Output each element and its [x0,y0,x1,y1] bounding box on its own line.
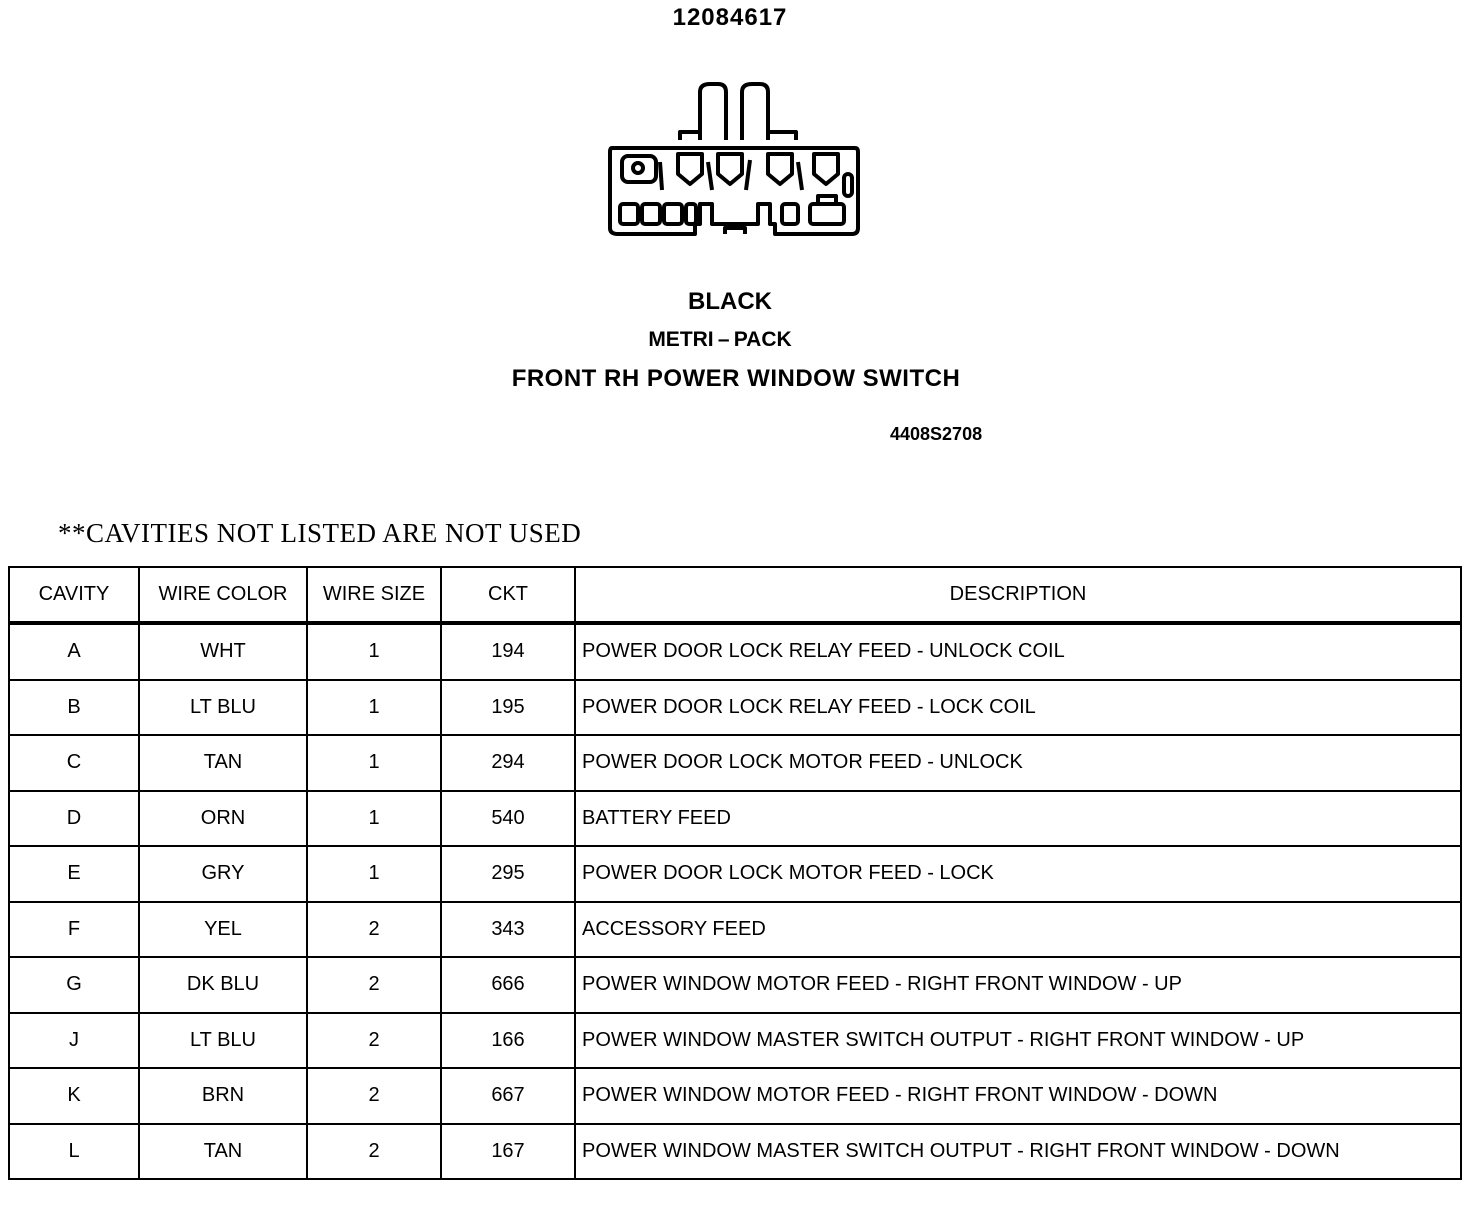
cell-wire-color: TAN [139,1124,307,1180]
connector-face-drawing [600,78,870,258]
cell-description: POWER DOOR LOCK RELAY FEED - LOCK COIL [575,680,1461,736]
table-header-row [9,567,1461,623]
part-number: 12084617 [672,4,788,31]
cavity-table [8,566,1462,1180]
table-row [9,1068,1461,1124]
cell-cavity: A [9,623,139,680]
cell-ckt: 343 [441,902,575,958]
table-row [9,846,1461,902]
cell-wire-size: 2 [307,1068,441,1124]
cell-cavity: E [9,846,139,902]
cell-description: POWER WINDOW MOTOR FEED - RIGHT FRONT WINDOW - DOWN [575,1068,1461,1124]
header-description: DESCRIPTION [575,567,1461,623]
cell-wire-size: 2 [307,902,441,958]
header-ckt: CKT [441,567,575,623]
cell-description: POWER WINDOW MASTER SWITCH OUTPUT - RIGHT FRONT WINDOW - DOWN [575,1124,1461,1180]
reference-code: 4408S2708 [890,424,983,444]
cell-wire-color: DK BLU [139,957,307,1013]
cell-wire-size: 1 [307,680,441,736]
cell-description: POWER WINDOW MOTOR FEED - RIGHT FRONT WINDOW - UP [575,957,1461,1013]
cell-wire-color: WHT [139,623,307,680]
cell-cavity: J [9,1013,139,1069]
cell-wire-color: LT BLU [139,1013,307,1069]
cell-description: POWER DOOR LOCK RELAY FEED - UNLOCK COIL [575,623,1461,680]
connector-color: BLACK [688,288,772,315]
table-row [9,680,1461,736]
cell-wire-size: 2 [307,1124,441,1180]
cell-wire-size: 1 [307,791,441,847]
cell-wire-color: GRY [139,846,307,902]
cell-description: POWER WINDOW MASTER SWITCH OUTPUT - RIGHT FRONT WINDOW - UP [575,1013,1461,1069]
header-cavity: CAVITY [9,567,139,623]
cell-ckt: 166 [441,1013,575,1069]
cell-ckt: 194 [441,623,575,680]
cell-wire-size: 2 [307,957,441,1013]
cell-cavity: G [9,957,139,1013]
table-row [9,1013,1461,1069]
cell-wire-color: ORN [139,791,307,847]
cell-wire-size: 1 [307,735,441,791]
cell-cavity: D [9,791,139,847]
table-row [9,791,1461,847]
cell-cavity: L [9,1124,139,1180]
table-row [9,735,1461,791]
cell-wire-color: BRN [139,1068,307,1124]
connector-title: FRONT RH POWER WINDOW SWITCH [511,365,961,392]
cell-cavity: F [9,902,139,958]
cell-description: POWER DOOR LOCK MOTOR FEED - LOCK [575,846,1461,902]
cell-ckt: 294 [441,735,575,791]
cell-wire-color: LT BLU [139,680,307,736]
cell-ckt: 167 [441,1124,575,1180]
table-row [9,1124,1461,1180]
cell-wire-size: 1 [307,623,441,680]
header-wire-size: WIRE SIZE [307,567,441,623]
cell-cavity: B [9,680,139,736]
cell-description: ACCESSORY FEED [575,902,1461,958]
cell-ckt: 295 [441,846,575,902]
cell-description: POWER DOOR LOCK MOTOR FEED - UNLOCK [575,735,1461,791]
cell-ckt: 667 [441,1068,575,1124]
table-row [9,957,1461,1013]
cell-ckt: 540 [441,791,575,847]
cell-ckt: 195 [441,680,575,736]
cell-wire-size: 1 [307,846,441,902]
cell-wire-color: TAN [139,735,307,791]
cell-ckt: 666 [441,957,575,1013]
cell-cavity: K [9,1068,139,1124]
table-row [9,623,1461,680]
table-row [9,902,1461,958]
cell-wire-size: 2 [307,1013,441,1069]
cell-description: BATTERY FEED [575,791,1461,847]
unused-cavities-note: **CAVITIES NOT LISTED ARE NOT USED [58,518,582,548]
cell-wire-color: YEL [139,902,307,958]
cell-cavity: C [9,735,139,791]
connector-family: METRI – PACK [648,328,792,351]
header-wire-color: WIRE COLOR [139,567,307,623]
